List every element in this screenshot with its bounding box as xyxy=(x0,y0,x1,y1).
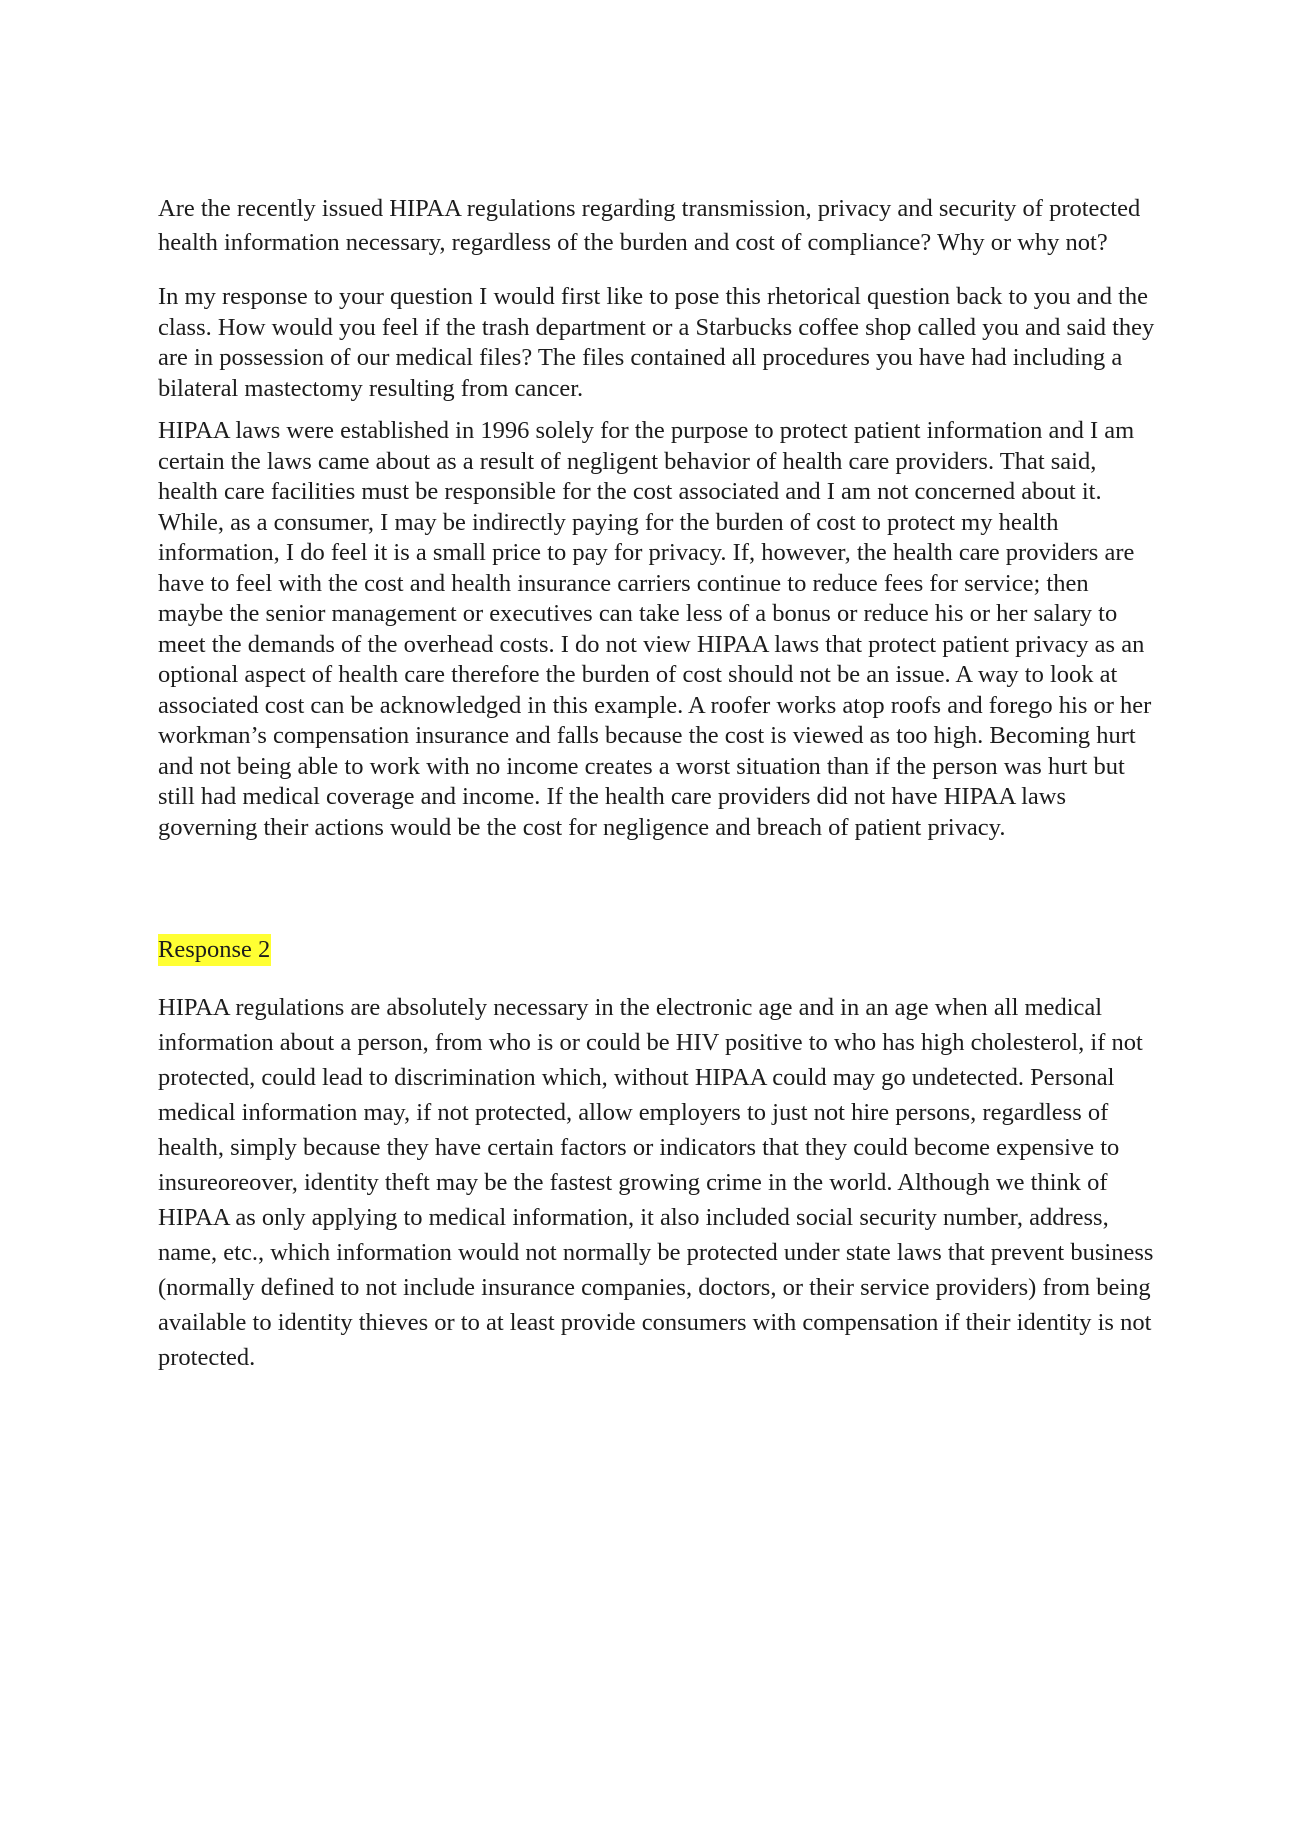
document-body xyxy=(158,192,1158,1375)
response-1-paragraph-2: HIPAA laws were established in 1996 solely for the purpose to protect patient information and I am certain the laws came about as a result of negligent behavior of health care providers. That said, health care facilities must be responsible for the cost associated and I am not concerned about it. While, as a consumer, I may be indirectly paying for the burden of cost to protect my health information, I do feel it is a small price to pay for privacy. If, however, the health care providers are have to feel with the cost and health insurance carriers continue to reduce fees for service; then maybe the senior management or executives can take less of a bonus or reduce his or her salary to meet the demands of the overhead costs. I do not view HIPAA laws that protect patient privacy as an optional aspect of health care therefore the burden of cost should not be an issue. A way to look at associated cost can be acknowledged in this example. A roofer works atop roofs and forego his or her workman’s compensation insurance and falls because the cost is viewed as too high. Becoming hurt and not being able to work with no income creates a worst situation than if the person was hurt but still had medical coverage and income. If the health care providers did not have HIPAA laws governing their actions would be the cost for negligence and breach of patient privacy. xyxy=(158,417,1152,841)
discussion-question: Are the recently issued HIPAA regulations regarding transmission, privacy and security of protected health information necessary, regardless of the burden and cost of compliance? Why or why not? xyxy=(158,195,1141,256)
response-2-heading-line xyxy=(158,933,1158,967)
response-2-heading: Response 2 xyxy=(158,934,271,966)
response-2-paragraph: HIPAA regulations are absolutely necessary in the electronic age and in an age when all medical information about a person, from who is or could be HIV positive to who has high cholesterol, if not protected, could lead to discrimination which, without HIPAA could may go undetected. Personal medical information may, if not protected, allow employers to just not hire persons, regardless of health, simply because they have certain factors or indicators that they could become expensive to insureoreover, identity theft may be the fastest growing crime in the world. Although we think of HIPAA as only applying to medical information, it also included social security number, address, name, etc., which information would not normally be protected under state laws that prevent business (normally defined to not include insurance companies, doctors, or their service providers) from being available to identity thieves or to at least provide consumers with compensation if their identity is not protected. xyxy=(158,994,1154,1371)
response-1-paragraph-1: In my response to your question I would first like to pose this rhetorical question back to you and the class. How would you feel if the trash department or a Starbucks coffee shop called you and said they are in possession of our medical files? The files contained all procedures you have had including a bilateral mastectomy resulting from cancer. xyxy=(158,283,1155,402)
